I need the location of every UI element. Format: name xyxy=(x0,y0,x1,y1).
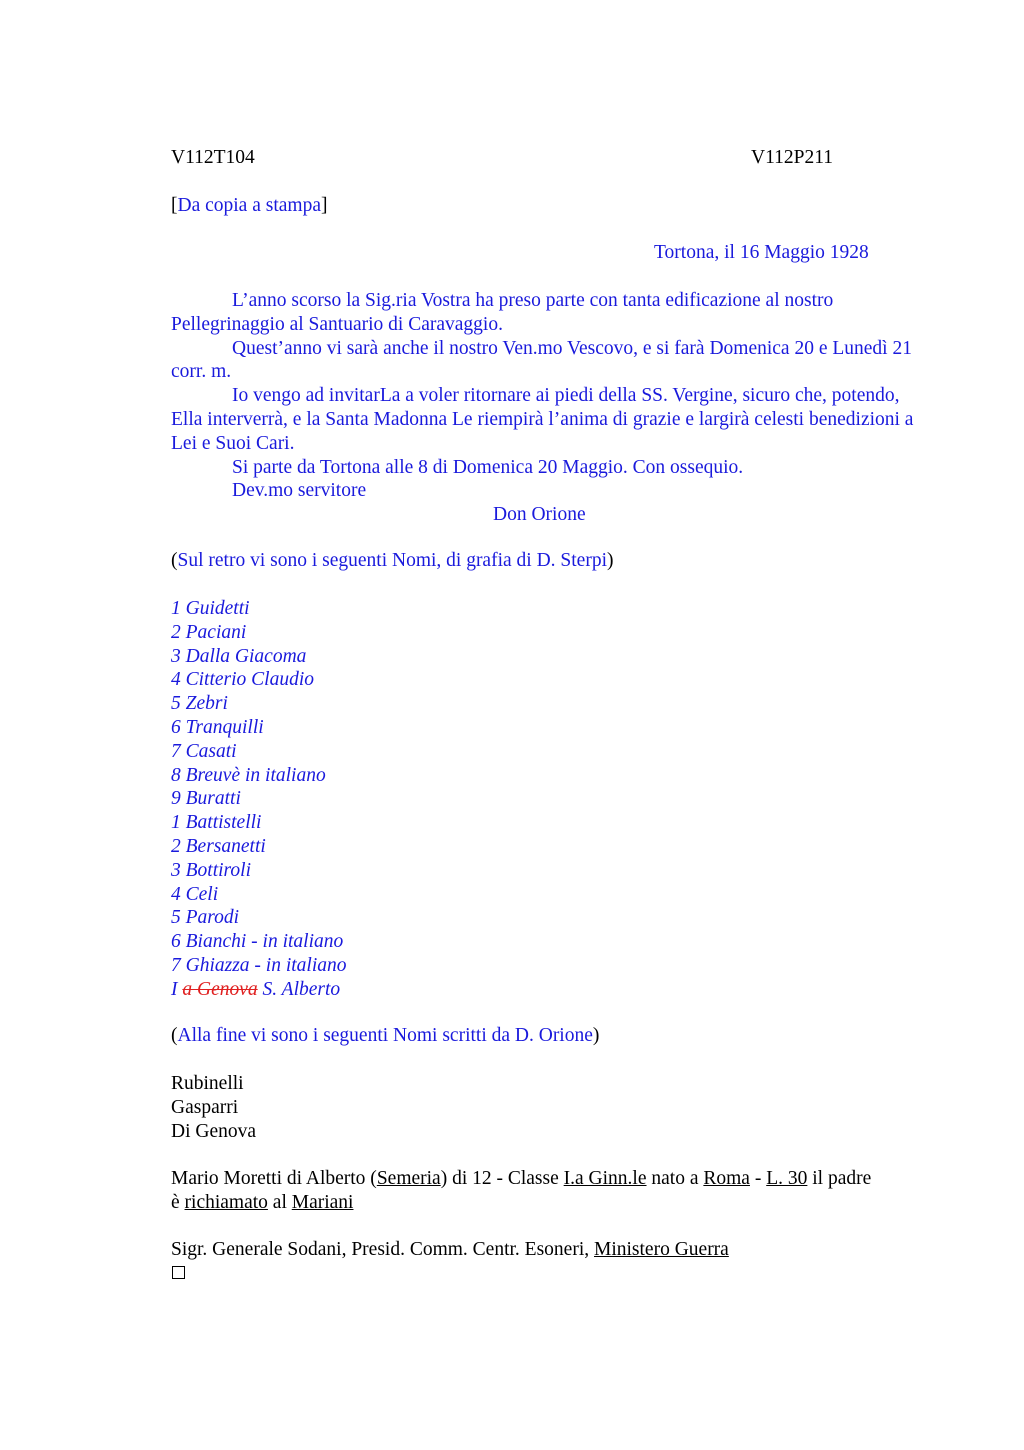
letter-closing: Dev.mo servitore xyxy=(232,480,367,502)
list-item: 8 Breuvè in italiano xyxy=(171,764,326,786)
struck-text: a Genova xyxy=(182,978,258,1000)
list-item: 3 Dalla Giacoma xyxy=(171,645,307,667)
letter-paragraph-4: Si parte da Tortona alle 8 di Domenica 20 Maggio. Con ossequio. xyxy=(232,456,744,478)
list-item: 3 Bottiroli xyxy=(171,859,251,881)
header-left-code: V112T104 xyxy=(171,147,255,168)
note-end: (Alla fine vi sono i seguenti Nomi scritti da D. Orione) xyxy=(171,1025,600,1046)
list-item: 1 Battistelli xyxy=(171,812,262,834)
list-item: Rubinelli xyxy=(171,1073,244,1094)
letter-paragraph-3: Io vengo ad invitarLa a voler ritornare ai piedi della SS. Vergine, sicuro che, potendo, Ella interverrà, e la Santa Madonna Le riempirà l’anima di grazie e largirà celesti benedizioni a Lei e Suoi Cari. xyxy=(171,385,914,454)
letter-signature: Don Orione xyxy=(493,504,586,526)
header-right-code: V112P211 xyxy=(751,147,833,168)
checkbox-square-icon xyxy=(172,1266,185,1279)
list-item: Gasparri xyxy=(171,1096,239,1118)
moretti-line-1: Mario Moretti di Alberto (Semeria) di 12 - Classe I.a Ginn.le nato a Roma - L. 30 il padre xyxy=(171,1168,872,1189)
list-item: 9 Buratti xyxy=(171,788,241,810)
list-item: 6 Bianchi - in italiano xyxy=(171,931,344,953)
list-item: 4 Celi xyxy=(171,883,219,905)
dateline: Tortona, il 16 Maggio 1928 xyxy=(654,242,869,263)
note-back: (Sul retro vi sono i seguenti Nomi, di grafia di D. Sterpi) xyxy=(171,550,614,571)
list-item: 5 Zebri xyxy=(171,693,228,715)
letter-paragraph-2: Quest’anno vi sarà anche il nostro Ven.mo Vescovo, e si farà Domenica 20 e Lunedì 21 corr. m. xyxy=(171,337,912,383)
list-item: 1 Guidetti xyxy=(171,598,250,619)
list-item: 7 Ghiazza - in italiano xyxy=(171,954,347,976)
moretti-line-2: è richiamato al Mariani xyxy=(171,1191,354,1213)
letter-body xyxy=(171,289,931,527)
letter-paragraph-1: L’anno scorso la Sig.ria Vostra ha preso parte con tanta edificazione al nostro Pellegrinaggio al Santuario di Caravaggio. xyxy=(171,290,834,335)
sodani-note: Sigr. Generale Sodani, Presid. Comm. Centr. Esoneri, Ministero Guerra xyxy=(171,1239,729,1260)
moretti-note xyxy=(171,1167,871,1215)
names-list xyxy=(171,597,347,1002)
list-item: 5 Parodi xyxy=(171,907,240,929)
list-item: 2 Bersanetti xyxy=(171,835,266,857)
list-item: 6 Tranquilli xyxy=(171,716,264,738)
list-item: Di Genova xyxy=(171,1120,257,1142)
source-note: [Da copia a stampa] xyxy=(171,195,328,216)
orione-names xyxy=(171,1072,256,1143)
list-item-last: I a Genova S. Alberto xyxy=(171,978,341,1000)
list-item: 2 Paciani xyxy=(171,621,247,643)
list-item: 4 Citterio Claudio xyxy=(171,669,315,691)
list-item: 7 Casati xyxy=(171,740,237,762)
